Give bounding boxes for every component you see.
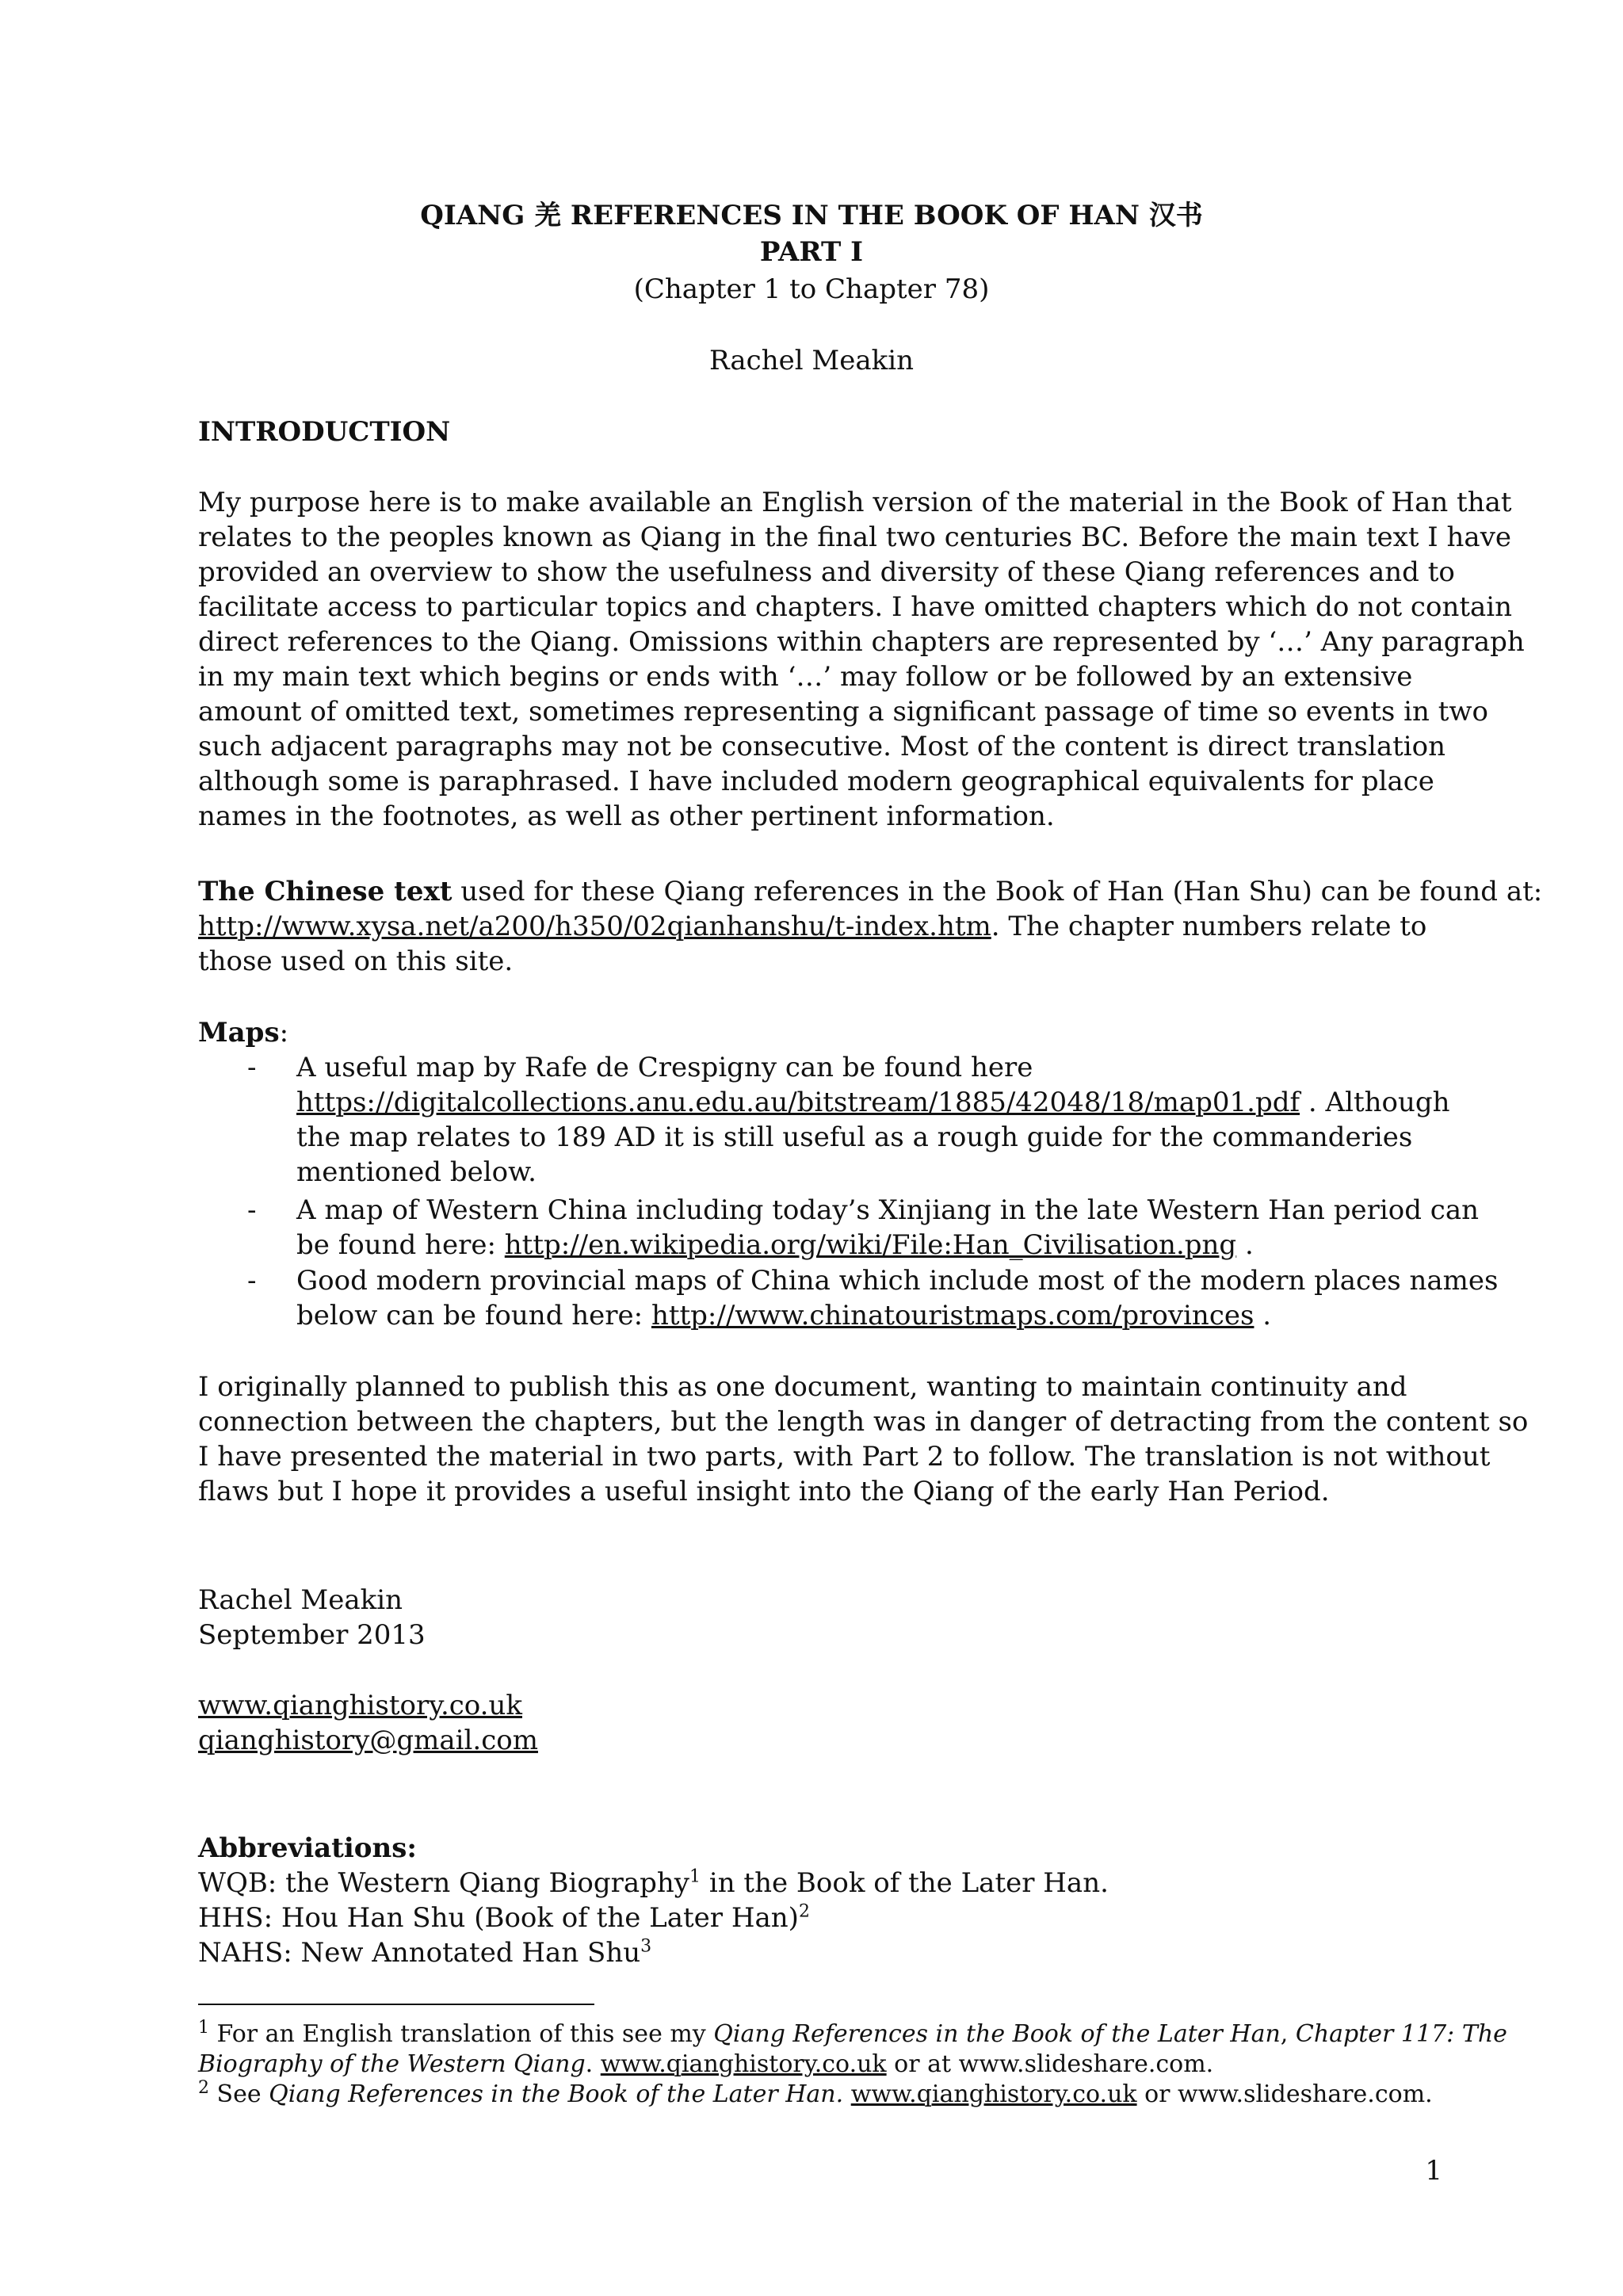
- map-item-3-text: Good modern provincial maps of China which include most of the modern places names: [296, 1265, 1499, 1297]
- map-item-1: [296, 1050, 1453, 1190]
- list-dash: -: [247, 1052, 257, 1083]
- map-item-3: [296, 1263, 1499, 1333]
- map-item-2: [296, 1193, 1479, 1263]
- map-item-1-line4: mentioned below.: [296, 1156, 537, 1188]
- maps-heading-row: [198, 1015, 1442, 1050]
- intro-line: relates to the peoples known as Qiang in the final two centuries BC. Before the main text I have: [198, 521, 1512, 553]
- contact-block: [198, 1688, 1442, 1758]
- footnote-divider: [198, 2004, 594, 2005]
- map-item-2-text: A map of Western China including today’s Xinjiang in the late Western Han period can: [296, 1194, 1479, 1226]
- maps-colon: :: [279, 1017, 289, 1049]
- intro-line: in my main text which begins or ends with ‘…’ may follow or be followed by an extensive: [198, 661, 1413, 693]
- document-part: PART I: [759, 236, 864, 268]
- signature-date: September 2013: [198, 1619, 426, 1651]
- abbrev-nahs: NAHS: New Annotated Han Shu$^3$: [198, 1936, 652, 1969]
- closing-paragraph: [198, 1370, 1529, 1509]
- chinese-text-after: . The chapter numbers relate to: [991, 911, 1427, 942]
- maps-heading: Maps: [198, 1017, 280, 1049]
- list-dash: -: [247, 1194, 257, 1226]
- map-item-3-pre: below can be found here:: [296, 1300, 651, 1331]
- footnote-1-line1: $^1$ For an English translation of this see my Qiang References in the Book of the Later Han, Chapter 117: The: [198, 2018, 1507, 2048]
- closing-line: flaws but I hope it provides a useful insight into the Qiang of the early Han Period.: [198, 1476, 1330, 1507]
- email-link[interactable]: qianghistory@gmail.com: [198, 1725, 538, 1756]
- map-item-3-link[interactable]: http://www.chinatouristmaps.com/provinces: [651, 1300, 1254, 1331]
- abbreviations-block: [198, 1831, 1442, 1970]
- intro-line: direct references to the Qiang. Omissions within chapters are represented by ‘…’ Any paragraph: [198, 626, 1525, 658]
- map-item-1-after: . Although: [1300, 1087, 1450, 1118]
- intro-paragraph: [198, 485, 1525, 834]
- author-name: Rachel Meakin: [709, 345, 914, 376]
- map-item-1-text: A useful map by Rafe de Crespigny can be found here: [296, 1052, 1033, 1083]
- introduction-heading: INTRODUCTION: [198, 416, 451, 448]
- closing-line: I have presented the material in two parts, with Part 2 to follow. The translation is not without: [198, 1441, 1491, 1473]
- closing-line: I originally planned to publish this as one document, wanting to maintain continuity and: [198, 1371, 1407, 1403]
- footnote-2-link[interactable]: www.qianghistory.co.uk: [850, 2080, 1137, 2108]
- map-item-2-link[interactable]: http://en.wikipedia.org/wiki/File:Han_Civilisation.png: [504, 1229, 1237, 1261]
- abbrev-wqb: WQB: the Western Qiang Biography$^1$ in the Book of the Later Han.: [198, 1866, 1109, 1899]
- document-title: QIANG 羌 REFERENCES IN THE BOOK OF HAN 汉书: [420, 200, 1203, 231]
- closing-line: connection between the chapters, but the length was in danger of detracting from the content so: [198, 1406, 1529, 1438]
- chinese-text-desc: used for these Qiang references in the Book of Han (Han Shu) can be found at:: [452, 876, 1543, 907]
- footnote-2: $^2$ See Qiang References in the Book of the Later Han. www.qianghistory.co.uk or www.slideshare.com.: [198, 2078, 1433, 2108]
- chinese-text-paragraph: [198, 874, 1543, 979]
- intro-line: facilitate access to particular topics and chapters. I have omitted chapters which do not contain: [198, 591, 1513, 623]
- chinese-text-link[interactable]: http://www.xysa.net/a200/h350/02qianhanshu/t-index.htm: [198, 911, 991, 942]
- signature-name: Rachel Meakin: [198, 1584, 403, 1616]
- intro-line: My purpose here is to make available an English version of the material in the Book of Han that: [198, 487, 1512, 518]
- intro-line: amount of omitted text, sometimes representing a significant passage of time so events in two: [198, 696, 1488, 728]
- signature-block: [198, 1583, 1442, 1652]
- footnote-ref-2[interactable]: 2: [798, 1901, 810, 1922]
- map-item-2-after: .: [1236, 1229, 1254, 1261]
- footnotes: [198, 2018, 1507, 2110]
- footnote-1-link[interactable]: www.qianghistory.co.uk: [600, 2050, 887, 2078]
- map-item-3-after: .: [1254, 1300, 1272, 1331]
- chapter-range: (Chapter 1 to Chapter 78): [633, 273, 990, 305]
- map-item-2-pre: be found here:: [296, 1229, 505, 1261]
- chinese-text-label: The Chinese text: [198, 876, 453, 907]
- intro-line: provided an overview to show the usefulness and diversity of these Qiang references and to: [198, 556, 1455, 588]
- abbrev-hhs: HHS: Hou Han Shu (Book of the Later Han)$^2$: [198, 1901, 810, 1934]
- intro-line: although some is paraphrased. I have included modern geographical equivalents for place: [198, 766, 1434, 797]
- map-item-1-link[interactable]: https://digitalcollections.anu.edu.au/bitstream/1885/42048/18/map01.pdf: [296, 1087, 1300, 1118]
- footnote-ref-1[interactable]: 1: [689, 1866, 701, 1887]
- abbreviations-heading: Abbreviations:: [198, 1832, 417, 1864]
- page-number: 1: [1425, 2155, 1442, 2187]
- website-link[interactable]: www.qianghistory.co.uk: [198, 1690, 522, 1721]
- intro-line: names in the footnotes, as well as other pertinent information.: [198, 800, 1055, 832]
- list-dash: -: [247, 1265, 257, 1297]
- chinese-text-line3: those used on this site.: [198, 946, 514, 977]
- map-item-1-line3: the map relates to 189 AD it is still useful as a rough guide for the commanderies: [296, 1121, 1413, 1153]
- footnote-1-line2: Biography of the Western Qiang. www.qianghistory.co.uk or at www.slideshare.com.: [198, 2050, 1214, 2078]
- footnote-ref-3[interactable]: 3: [640, 1936, 652, 1957]
- intro-line: such adjacent paragraphs may not be consecutive. Most of the content is direct translation: [198, 731, 1446, 762]
